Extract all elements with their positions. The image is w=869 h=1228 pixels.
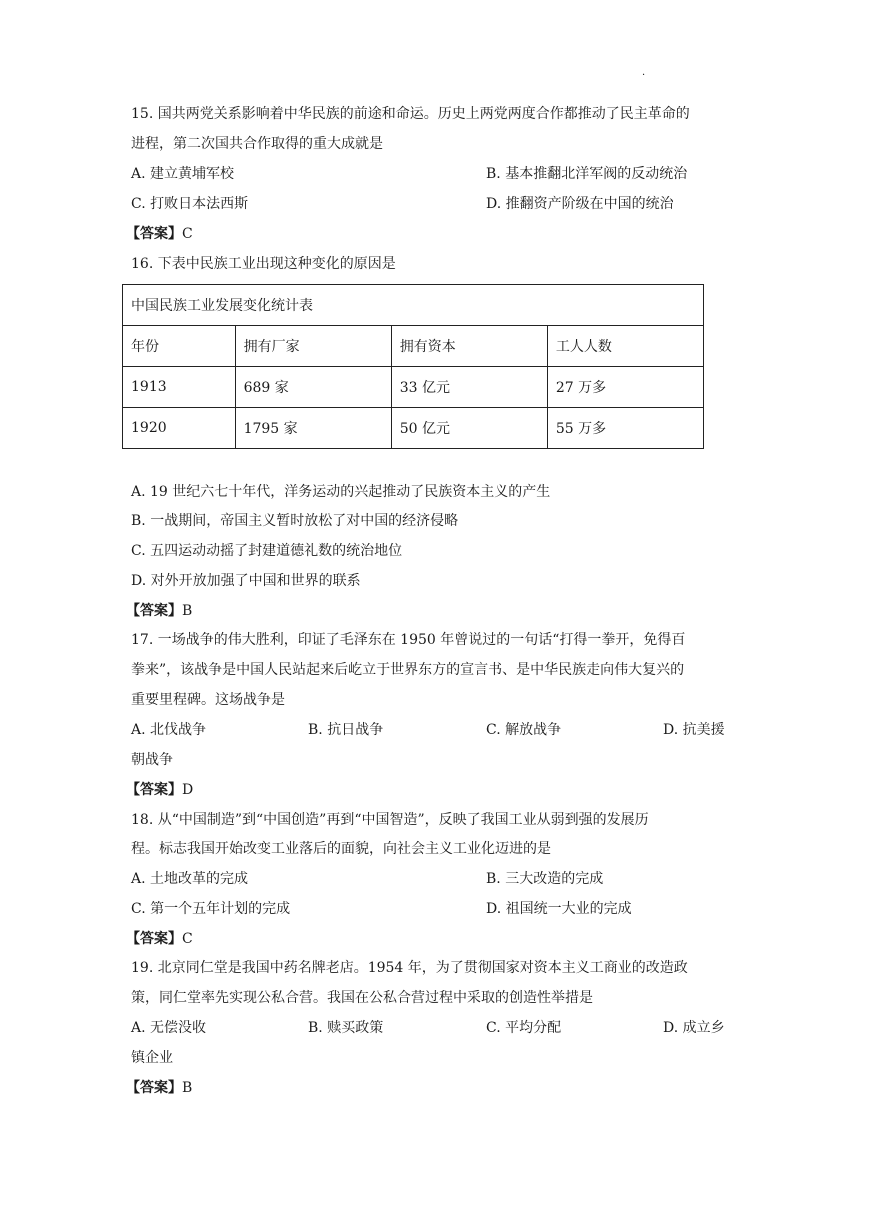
table-row	[123, 408, 704, 449]
q15-option-d: D. 推翻资产阶级在中国的统治	[486, 196, 674, 212]
answer-value: C	[182, 226, 193, 242]
q17-stem-line-3: 重要里程碑。这场战争是	[131, 692, 285, 708]
table-cell: 1913	[123, 367, 236, 408]
page-marker: ·	[642, 70, 646, 81]
table-caption-row	[123, 285, 704, 326]
q16-answer	[126, 601, 192, 621]
q19-answer	[126, 1078, 192, 1098]
q16-option-a: A. 19 世纪六七十年代，洋务运动的兴起推动了民族资本主义的产生	[131, 484, 551, 500]
q18-answer	[126, 929, 193, 949]
q15-option-a: A. 建立黄埔军校	[131, 166, 235, 182]
q18-option-b: B. 三大改造的完成	[486, 871, 604, 887]
q15-stem-line-1: 15. 国共两党关系影响着中华民族的前途和命运。历史上两党两度合作都推动了民主革命的	[131, 106, 690, 122]
q17-answer	[126, 780, 193, 800]
table-cell: 33 亿元	[391, 367, 547, 408]
answer-label: 【答案】	[126, 226, 182, 242]
table-cell: 27 万多	[547, 367, 703, 408]
q19-option-a: A. 无偿没收	[131, 1020, 207, 1036]
table-header-row	[123, 326, 704, 367]
answer-value: B	[182, 1080, 193, 1096]
q17-stem-line-1: 17. 一场战争的伟大胜利，印证了毛泽东在 1950 年曾说过的一句话“打得一拳开，免得百	[131, 632, 686, 648]
q17-option-a: A. 北伐战争	[131, 722, 207, 738]
table-cell: 1795 家	[235, 408, 391, 449]
q19-option-b: B. 赎买政策	[308, 1020, 384, 1036]
q19-option-c: C. 平均分配	[486, 1020, 562, 1036]
answer-value: C	[182, 931, 193, 947]
table-header-cell: 年份	[123, 326, 236, 367]
q18-stem-line-1: 18. 从“中国制造”到“中国创造”再到“中国智造”，反映了我国工业从弱到强的发展历	[131, 812, 649, 828]
q16-option-d: D. 对外开放加强了中国和世界的联系	[131, 573, 361, 589]
q17-option-d: D. 抗美援	[663, 722, 725, 738]
q15-option-c: C. 打败日本法西斯	[131, 196, 249, 212]
answer-label: 【答案】	[126, 1080, 182, 1096]
q16-stem-line-1: 16. 下表中民族工业出现这种变化的原因是	[131, 256, 396, 272]
q19-stem-line-2: 策，同仁堂率先实现公私合营。我国在公私合营过程中采取的创造性举措是	[131, 990, 593, 1006]
table-header-cell: 拥有厂家	[235, 326, 391, 367]
q18-option-a: A. 土地改革的完成	[131, 871, 249, 887]
q18-stem-line-2: 程。标志我国开始改变工业落后的面貌，向社会主义工业化迈进的是	[131, 841, 551, 857]
q19-option-d-continued: 镇企业	[131, 1050, 173, 1066]
table-header-cell: 工人人数	[547, 326, 703, 367]
table-header-cell: 拥有资本	[391, 326, 547, 367]
q17-option-b: B. 抗日战争	[308, 722, 384, 738]
answer-label: 【答案】	[126, 603, 182, 619]
q17-option-c: C. 解放战争	[486, 722, 562, 738]
q16-option-c: C. 五四运动动摇了封建道德礼数的统治地位	[131, 543, 403, 559]
answer-value: B	[182, 603, 193, 619]
answer-label: 【答案】	[126, 931, 182, 947]
q18-option-c: C. 第一个五年计划的完成	[131, 901, 291, 917]
q17-option-d-continued: 朝战争	[131, 752, 173, 768]
q19-option-d: D. 成立乡	[663, 1020, 725, 1036]
q15-answer	[126, 224, 193, 244]
q16-option-b: B. 一战期间，帝国主义暂时放松了对中国的经济侵略	[131, 513, 459, 529]
q17-stem-line-2: 拳来”，该战争是中国人民站起来后屹立于世界东方的宣言书、是中华民族走向伟大复兴的	[131, 662, 685, 678]
q19-stem-line-1: 19. 北京同仁堂是我国中药名牌老店。1954 年，为了贯彻国家对资本主义工商业的改造政	[131, 960, 688, 976]
table-cell: 55 万多	[547, 408, 703, 449]
industry-stats-table	[122, 284, 704, 449]
table-caption: 中国民族工业发展变化统计表	[123, 285, 704, 326]
table-cell: 689 家	[235, 367, 391, 408]
table-row	[123, 367, 704, 408]
q15-option-b: B. 基本推翻北洋军阀的反动统治	[486, 166, 688, 182]
q18-option-d: D. 祖国统一大业的完成	[486, 901, 632, 917]
table-cell: 50 亿元	[391, 408, 547, 449]
answer-label: 【答案】	[126, 782, 182, 798]
table-cell: 1920	[123, 408, 236, 449]
q15-stem-line-2: 进程，第二次国共合作取得的重大成就是	[131, 136, 383, 152]
answer-value: D	[182, 782, 194, 798]
